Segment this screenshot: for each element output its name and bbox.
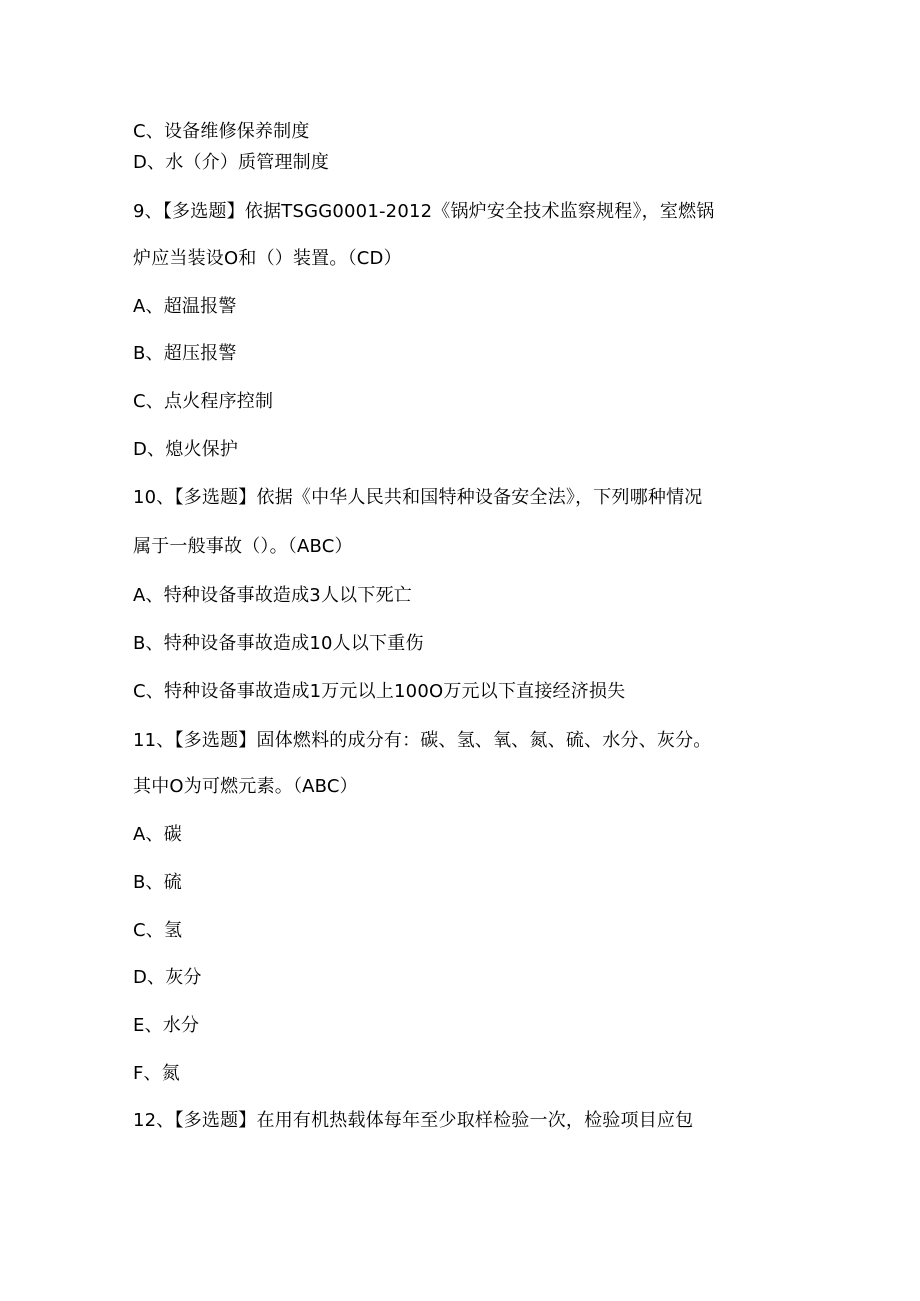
q9-stem-line-2: 炉应当装设O和（）装置。（CD）: [133, 248, 402, 269]
q9-option-c: C、点火程序控制: [133, 391, 274, 412]
q11-stem-line-1: 11、【多选题】固体燃料的成分有：碳、氢、氧、氮、硫、水分、灰分。: [133, 730, 712, 751]
q11-option-b: B、硫: [133, 872, 182, 893]
q12-stem-line-1: 12、【多选题】在用有机热载体每年至少取样检验一次，检验项目应包: [133, 1110, 694, 1131]
q10-option-b: B、特种设备事故造成10人以下重伤: [133, 633, 424, 654]
q9-option-d: D、熄火保护: [133, 439, 239, 460]
q11-stem-line-2: 其中O为可燃元素。（ABC）: [133, 776, 358, 797]
q11-option-f: F、氮: [133, 1063, 180, 1084]
q10-stem-line-2: 属于一般事故（）。（ABC）: [133, 536, 353, 557]
q8-option-d: D、水（介）质管理制度: [133, 152, 330, 173]
q11-option-a: A、碳: [133, 824, 182, 845]
q10-option-a: A、特种设备事故造成3人以下死亡: [133, 585, 412, 606]
q10-option-c: C、特种设备事故造成1万元以上100O万元以下直接经济损失: [133, 681, 626, 702]
q9-stem-line-1: 9、【多选题】依据TSGG0001-2012《锅炉安全技术监察规程》，室燃锅: [133, 201, 715, 222]
q9-option-b: B、超压报警: [133, 343, 237, 364]
q8-option-c: C、设备维修保养制度: [133, 121, 310, 142]
q9-option-a: A、超温报警: [133, 296, 237, 317]
q11-option-e: E、水分: [133, 1015, 200, 1036]
q11-option-c: C、氢: [133, 920, 183, 941]
q10-stem-line-1: 10、【多选题】依据《中华人民共和国特种设备安全法》，下列哪种情况: [133, 487, 703, 508]
q11-option-d: D、灰分: [133, 967, 202, 988]
